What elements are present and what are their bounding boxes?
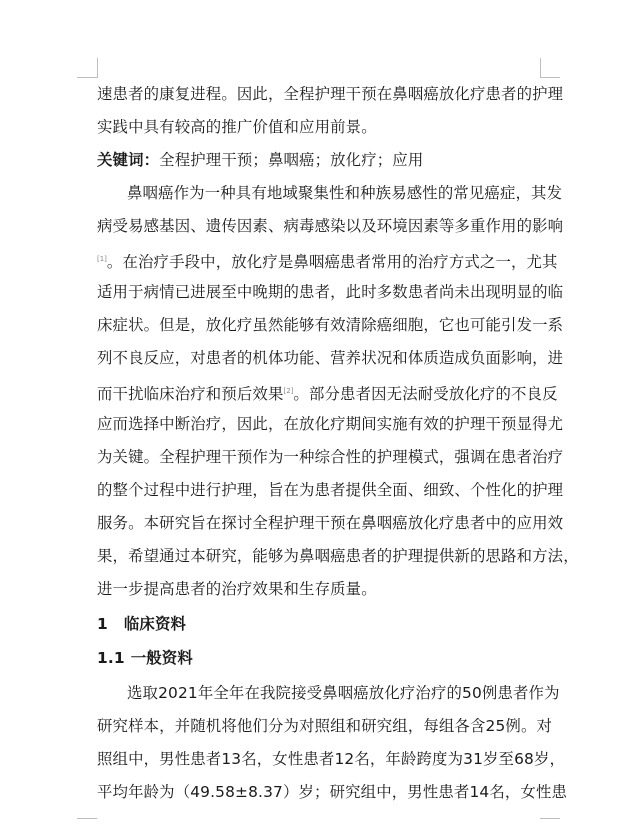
- body-line: 实践中具有较高的推广价值和应用前景。: [97, 118, 377, 136]
- body-line: 服务。本研究旨在探讨全程护理干预在鼻咽癌放化疗患者中的应用效: [97, 514, 564, 532]
- body-line: 进一步提高患者的治疗效果和生存质量。: [97, 580, 377, 598]
- body-line-text: 。部分患者因无法耐受放化疗的不良反: [293, 385, 558, 403]
- body-line-text: 而干扰临床治疗和预后效果: [97, 385, 284, 403]
- citation-ref-2[interactable]: [2]: [283, 387, 294, 395]
- body-line: 床症状。但是，放化疗虽然能够有效清除癌细胞，它也可能引发一系: [97, 316, 564, 334]
- body-line: 病受易感基因、遗传因素、病毒感染以及环境因素等多重作用的影响: [97, 217, 564, 235]
- keywords-label: 关键词：: [97, 151, 160, 169]
- body-line: 照组中，男性患者13名，女性患者12名，年龄跨度为31岁至68岁，: [97, 750, 566, 768]
- body-line: [97, 249, 558, 272]
- crop-mark-top-left-h: [77, 77, 97, 78]
- section-title: 临床资料: [123, 615, 187, 633]
- body-line: [97, 381, 558, 404]
- body-line: 速患者的康复进程。因此，全程护理干预在鼻咽癌放化疗患者的护理: [97, 85, 564, 103]
- body-line: 果，希望通过本研究，能够为鼻咽癌患者的护理提供新的思路和方法，: [97, 547, 579, 565]
- body-line: 研究样本，并随机将他们分为对照组和研究组，每组各含25例。对: [97, 717, 553, 735]
- crop-mark-bottom-left: [77, 818, 97, 819]
- crop-mark-top-right: [540, 58, 541, 78]
- body-line-text: 。在治疗手段中，放化疗是鼻咽癌患者常用的治疗方式之一，尤其: [106, 253, 558, 271]
- body-line: 应而选择中断治疗，因此，在放化疗期间实施有效的护理干预显得尤: [97, 415, 564, 433]
- section-number: 1.1: [97, 649, 125, 667]
- body-line: 选取2021年全年在我院接受鼻咽癌放化疗治疗的50例患者作为: [127, 684, 560, 702]
- body-line: 为关键。全程护理干预作为一种综合性的护理模式，强调在患者治疗: [97, 448, 564, 466]
- section-title: 一般资料: [130, 649, 193, 667]
- crop-mark-bottom-right: [540, 818, 560, 819]
- keywords-line: [97, 150, 540, 170]
- section-number: 1: [97, 615, 108, 633]
- body-line: 平均年龄为（49.58±8.37）岁；研究组中，男性患者14名，女性患: [97, 783, 568, 801]
- document-body: [97, 0, 579, 827]
- citation-ref-1[interactable]: [1]: [97, 255, 107, 263]
- body-line: 的整个过程中进行护理，旨在为患者提供全面、细致、个性化的护理: [97, 481, 564, 499]
- crop-mark-top-right-h: [540, 77, 560, 78]
- body-line: 适用于病情已进展至中晚期的患者，此时多数患者尚未出现明显的临: [97, 283, 564, 301]
- body-line: 列不良反应，对患者的机体功能、营养状况和体质造成负面影响，进: [97, 349, 564, 367]
- body-line: 鼻咽癌作为一种具有地域聚集性和种族易感性的常见癌症，其发: [127, 184, 563, 202]
- section-heading-1-1: [97, 648, 540, 668]
- keywords-text: 全程护理干预；鼻咽癌；放化疗；应用: [159, 151, 424, 169]
- section-heading-1: [97, 614, 540, 634]
